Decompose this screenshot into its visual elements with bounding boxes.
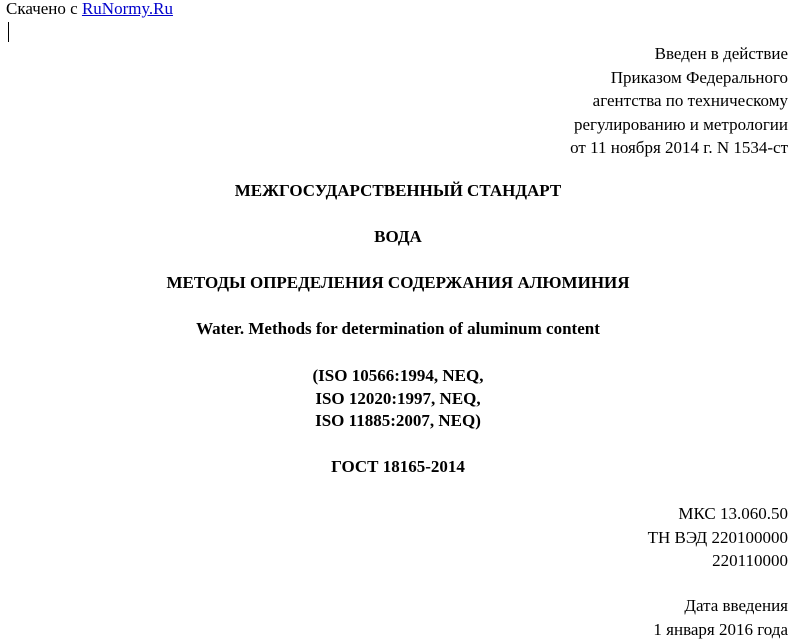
enactment-line: Приказом Федерального	[570, 66, 788, 90]
iso-reference-line: (ISO 10566:1994, NEQ,	[0, 365, 790, 388]
iso-reference-line: ISO 12020:1997, NEQ,	[0, 388, 790, 411]
enactment-block	[570, 42, 788, 160]
classification-codes	[648, 502, 788, 573]
enactment-line: агентства по техническому	[570, 89, 788, 113]
code-line: 220110000	[648, 549, 788, 573]
enactment-line: регулированию и метрологии	[570, 113, 788, 137]
subject-heading: ВОДА	[0, 226, 790, 249]
enactment-line: Введен в действие	[570, 42, 788, 66]
title-en-heading: Water. Methods for determination of aluminum content	[0, 318, 790, 341]
effective-date-label: Дата введения	[653, 594, 788, 618]
effective-date-value: 1 января 2016 года	[653, 618, 788, 641]
iso-reference-line: ISO 11885:2007, NEQ)	[0, 410, 790, 433]
effective-date-block	[653, 594, 788, 641]
code-line: ТН ВЭД 220100000	[648, 526, 788, 550]
enactment-line: от 11 ноября 2014 г. N 1534-ст	[570, 136, 788, 160]
standard-type-heading: МЕЖГОСУДАРСТВЕННЫЙ СТАНДАРТ	[0, 180, 790, 203]
code-line: МКС 13.060.50	[648, 502, 788, 526]
text-cursor	[8, 22, 9, 42]
source-link[interactable]: RuNormy.Ru	[82, 0, 173, 18]
gost-number: ГОСТ 18165-2014	[0, 456, 790, 479]
source-prefix: Скачено с	[6, 0, 78, 18]
title-ru-heading: МЕТОДЫ ОПРЕДЕЛЕНИЯ СОДЕРЖАНИЯ АЛЮМИНИЯ	[0, 272, 790, 295]
source-line	[6, 0, 173, 20]
iso-references	[0, 365, 790, 433]
